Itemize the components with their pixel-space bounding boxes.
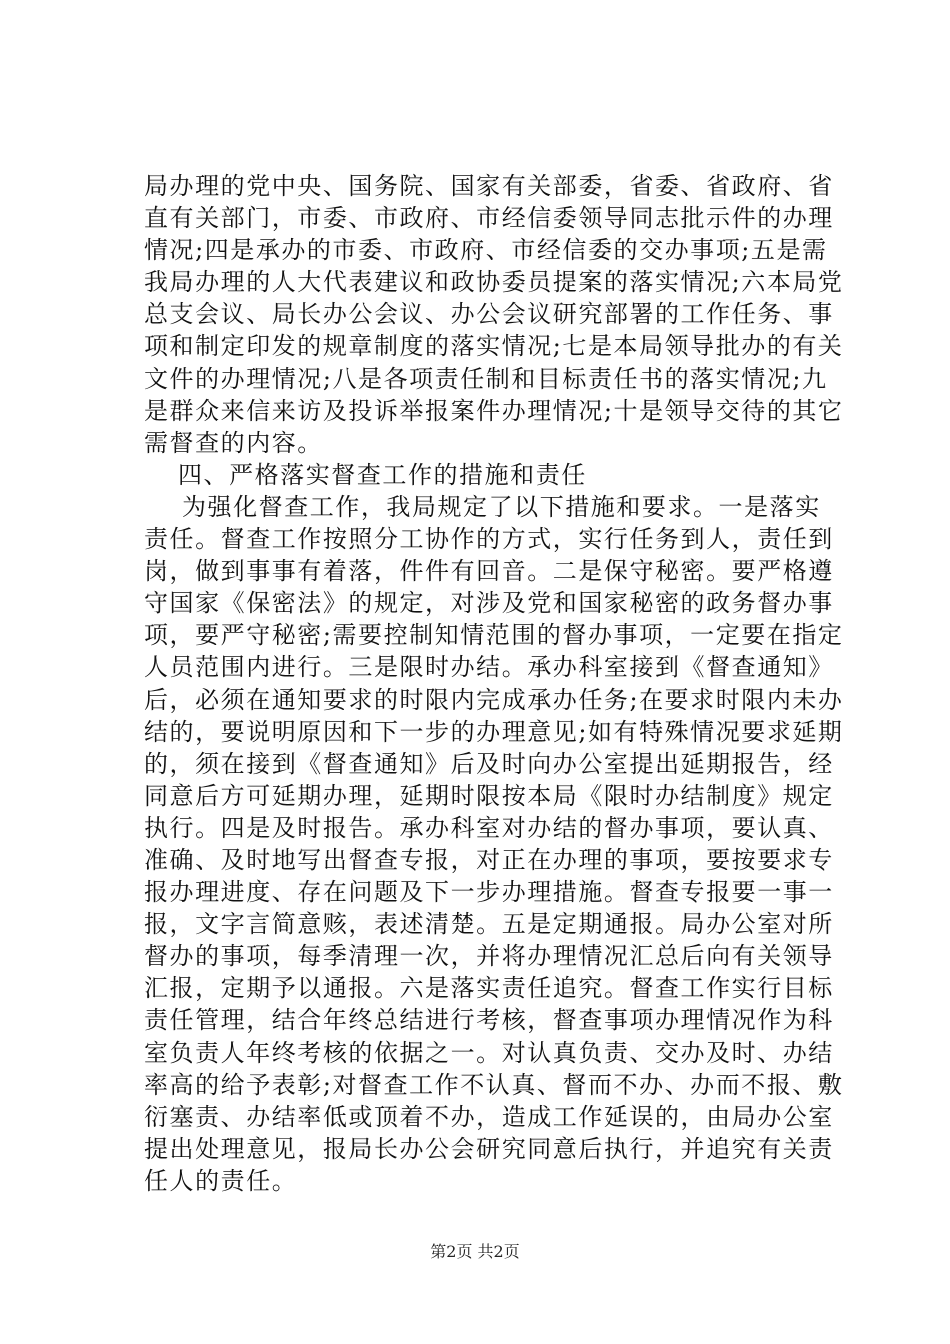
text-line: 直有关部门，市委、市政府、市经信委领导同志批示件的办理 — [144, 204, 834, 233]
text-line: 衍塞责、办结率低或顶着不办，造成工作延误的，由局办公室 — [144, 1102, 834, 1131]
text-line: 我局办理的人大代表建议和政协委员提案的落实情况;六本局党 — [144, 268, 844, 297]
text-line: 提出处理意见，报局长办公会研究同意后执行，并追究有关责 — [144, 1134, 834, 1163]
text-line: 执行。四是及时报告。承办科室对办结的督办事项，要认真、 — [144, 813, 834, 842]
text-line: 任人的责任。 — [144, 1166, 298, 1195]
text-line: 项，要严守秘密;需要控制知情范围的督办事项，一定要在指定 — [144, 621, 844, 650]
text-line: 责任管理，结合年终总结进行考核，督查事项办理情况作为科 — [144, 1006, 834, 1035]
text-line: 总支会议、局长办公会议、办公会议研究部署的工作任务、事 — [144, 300, 834, 329]
text-line: 责任。督查工作按照分工协作的方式，实行任务到人，责任到 — [144, 525, 834, 554]
text-line: 是群众来信来访及投诉举报案件办理情况;十是领导交待的其它 — [144, 396, 844, 425]
text-line: 报办理进度、存在问题及下一步办理措施。督查专报要一事一 — [144, 878, 834, 907]
text-line: 的，须在接到《督查通知》后及时向办公室提出延期报告，经 — [144, 749, 834, 778]
document-body — [144, 170, 844, 1197]
text-line: 准确、及时地写出督查专报，对正在办理的事项，要按要求专 — [144, 845, 834, 874]
text-line: 局办理的党中央、国务院、国家有关部委，省委、省政府、省 — [144, 172, 834, 200]
text-line: 室负责人年终考核的依据之一。对认真负责、交办及时、办结 — [144, 1038, 834, 1067]
text-line: 同意后方可延期办理，延期时限按本局《限时办结制度》规定 — [144, 781, 834, 810]
text-line: 督办的事项，每季清理一次，并将办理情况汇总后向有关领导 — [144, 942, 834, 971]
text-line: 为强化督查工作，我局规定了以下措施和要求。一是落实 — [182, 492, 821, 521]
text-line: 文件的办理情况;八是各项责任制和目标责任书的落实情况;九 — [144, 364, 828, 393]
text-line: 结的，要说明原因和下一步的办理意见;如有特殊情况要求延期 — [144, 717, 844, 746]
text-line: 人员范围内进行。三是限时办结。承办科室接到《督查通知》 — [144, 653, 834, 682]
section-heading: 四、严格落实督查工作的措施和责任 — [178, 460, 587, 489]
text-line: 率高的给予表彰;对督查工作不认真、督而不办、办而不报、敷 — [144, 1070, 844, 1099]
text-line: 岗，做到事事有着落，件件有回音。二是保守秘密。要严格遵 — [144, 557, 834, 586]
text-line: 后，必须在通知要求的时限内完成承办任务;在要求时限内未办 — [144, 685, 844, 714]
page-number-footer: 第2页 共2页 — [430, 1242, 520, 1261]
text-line: 情况;四是承办的市委、市政府、市经信委的交办事项;五是需 — [144, 236, 828, 265]
text-line: 报，文字言简意赅，表述清楚。五是定期通报。局办公室对所 — [144, 910, 834, 939]
text-line: 项和制定印发的规章制度的落实情况;七是本局领导批办的有关 — [144, 332, 844, 361]
text-line: 守国家《保密法》的规定，对涉及党和国家秘密的政务督办事 — [144, 589, 834, 618]
text-line: 汇报，定期予以通报。六是落实责任追究。督查工作实行目标 — [144, 974, 834, 1003]
text-line: 需督查的内容。 — [144, 428, 323, 457]
